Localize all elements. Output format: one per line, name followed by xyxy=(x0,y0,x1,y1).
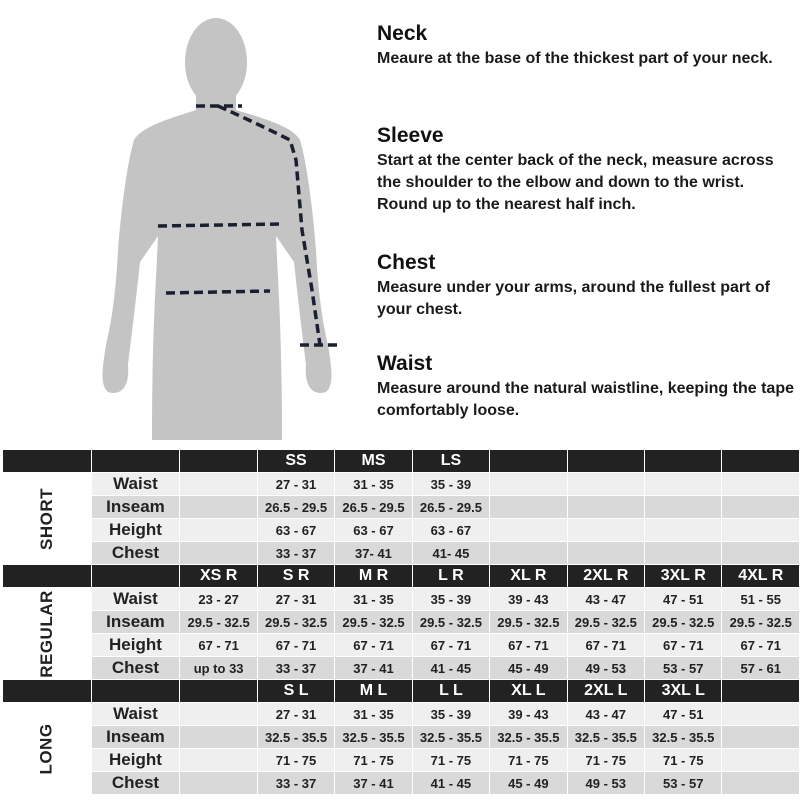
size-value-cell: 29.5 - 32.5 xyxy=(722,611,800,634)
size-value-cell xyxy=(180,542,257,565)
table-row xyxy=(3,772,800,795)
table-row xyxy=(3,588,800,611)
group-label-short xyxy=(3,473,92,565)
chest-guide xyxy=(377,251,797,321)
size-value-cell: 63 - 67 xyxy=(335,519,412,542)
size-value-cell: 71 - 75 xyxy=(257,749,334,772)
size-value-cell: 67 - 71 xyxy=(412,634,489,657)
size-value-cell: 41 - 45 xyxy=(412,772,489,795)
size-value-cell: 71 - 75 xyxy=(490,749,567,772)
size-value-cell: 33 - 37 xyxy=(257,542,334,565)
header-blank xyxy=(3,450,92,473)
size-value-cell: 29.5 - 32.5 xyxy=(335,611,412,634)
measure-label: Inseam xyxy=(91,611,180,634)
size-value-cell: 67 - 71 xyxy=(645,634,722,657)
size-value-cell xyxy=(567,519,644,542)
neck-text: Meaure at the base of the thickest part of your neck. xyxy=(377,50,773,67)
header-row-regular xyxy=(3,565,800,588)
size-value-cell: 29.5 - 32.5 xyxy=(567,611,644,634)
size-value-cell xyxy=(722,772,800,795)
size-value-cell: 67 - 71 xyxy=(567,634,644,657)
size-value-cell xyxy=(722,473,800,496)
size-value-cell: 41- 45 xyxy=(412,542,489,565)
size-value-cell xyxy=(645,496,722,519)
measure-label: Waist xyxy=(91,703,180,726)
group-label-long xyxy=(3,703,92,795)
size-header: 2XL L xyxy=(567,680,644,703)
size-value-cell: 67 - 71 xyxy=(722,634,800,657)
size-value-cell xyxy=(180,726,257,749)
size-value-cell: 37 - 41 xyxy=(335,772,412,795)
table-row xyxy=(3,703,800,726)
size-value-cell: 71 - 75 xyxy=(645,749,722,772)
size-value-cell: 31 - 35 xyxy=(335,588,412,611)
size-value-cell: 26.5 - 29.5 xyxy=(412,496,489,519)
table-row xyxy=(3,542,800,565)
waist-guide xyxy=(377,352,797,422)
size-value-cell: 47 - 51 xyxy=(645,588,722,611)
silhouette xyxy=(103,18,332,440)
size-value-cell: 35 - 39 xyxy=(412,703,489,726)
size-value-cell: 33 - 37 xyxy=(257,657,334,680)
size-value-cell xyxy=(490,519,567,542)
sleeve-text: Start at the center back of the neck, measure across the shoulder to the elbow and down to the wrist. Round up to the nearest half inch. xyxy=(377,152,774,213)
size-value-cell: 27 - 31 xyxy=(257,703,334,726)
size-value-cell xyxy=(645,542,722,565)
measure-label: Inseam xyxy=(91,726,180,749)
size-header: XL R xyxy=(490,565,567,588)
size-value-cell xyxy=(722,726,800,749)
size-value-cell: 29.5 - 32.5 xyxy=(257,611,334,634)
size-value-cell: 32.5 - 35.5 xyxy=(335,726,412,749)
size-value-cell: 29.5 - 32.5 xyxy=(490,611,567,634)
size-header: SS xyxy=(257,450,334,473)
chest-measure-line xyxy=(158,224,282,226)
size-header: XS R xyxy=(180,565,257,588)
sleeve-title: Sleeve xyxy=(377,124,444,147)
size-header: MS xyxy=(335,450,412,473)
size-value-cell xyxy=(567,542,644,565)
size-value-cell xyxy=(722,749,800,772)
size-header xyxy=(180,450,257,473)
size-value-cell: 53 - 57 xyxy=(645,772,722,795)
size-value-cell: 32.5 - 35.5 xyxy=(490,726,567,749)
size-value-cell: 32.5 - 35.5 xyxy=(257,726,334,749)
size-value-cell: 29.5 - 32.5 xyxy=(645,611,722,634)
size-value-cell xyxy=(722,496,800,519)
size-header: 2XL R xyxy=(567,565,644,588)
size-value-cell xyxy=(722,703,800,726)
size-value-cell: 49 - 53 xyxy=(567,772,644,795)
size-value-cell: 27 - 31 xyxy=(257,588,334,611)
size-value-cell: 45 - 49 xyxy=(490,772,567,795)
size-header: 3XL L xyxy=(645,680,722,703)
size-value-cell xyxy=(180,473,257,496)
size-value-cell: 32.5 - 35.5 xyxy=(645,726,722,749)
group-name: LONG xyxy=(36,722,56,775)
size-value-cell: 67 - 71 xyxy=(490,634,567,657)
size-value-cell: 37- 41 xyxy=(335,542,412,565)
size-value-cell: 32.5 - 35.5 xyxy=(567,726,644,749)
size-chart-table xyxy=(2,449,800,795)
size-header: S L xyxy=(257,680,334,703)
size-value-cell: 71 - 75 xyxy=(412,749,489,772)
size-header: 4XL R xyxy=(722,565,800,588)
size-value-cell: 67 - 71 xyxy=(180,634,257,657)
size-value-cell: 43 - 47 xyxy=(567,588,644,611)
header-row-long xyxy=(3,680,800,703)
size-value-cell: 67 - 71 xyxy=(335,634,412,657)
table-row xyxy=(3,749,800,772)
size-value-cell xyxy=(722,519,800,542)
size-value-cell: 39 - 43 xyxy=(490,703,567,726)
size-value-cell xyxy=(567,473,644,496)
chest-title: Chest xyxy=(377,251,436,274)
size-header: XL L xyxy=(490,680,567,703)
size-value-cell: 27 - 31 xyxy=(257,473,334,496)
table-row xyxy=(3,519,800,542)
size-header: LS xyxy=(412,450,489,473)
size-value-cell: 41 - 45 xyxy=(412,657,489,680)
sleeve-guide xyxy=(377,124,797,216)
size-value-cell: 71 - 75 xyxy=(335,749,412,772)
group-name: REGULAR xyxy=(36,589,56,678)
size-header: M L xyxy=(335,680,412,703)
size-value-cell: 53 - 57 xyxy=(645,657,722,680)
size-header xyxy=(722,680,800,703)
size-value-cell: 29.5 - 32.5 xyxy=(412,611,489,634)
measure-label: Height xyxy=(91,634,180,657)
size-value-cell: 49 - 53 xyxy=(567,657,644,680)
measure-label: Chest xyxy=(91,772,180,795)
size-value-cell: 29.5 - 32.5 xyxy=(180,611,257,634)
size-header xyxy=(180,680,257,703)
header-blank xyxy=(91,565,180,588)
measure-label: Waist xyxy=(91,588,180,611)
size-value-cell xyxy=(490,473,567,496)
waist-text: Measure around the natural waistline, keeping the tape comfortably loose. xyxy=(377,380,794,419)
size-value-cell: 57 - 61 xyxy=(722,657,800,680)
size-value-cell: 31 - 35 xyxy=(335,473,412,496)
header-row-short xyxy=(3,450,800,473)
group-label-regular xyxy=(3,588,92,680)
table-row xyxy=(3,611,800,634)
waist-title: Waist xyxy=(377,352,433,375)
size-value-cell xyxy=(180,519,257,542)
size-value-cell: 35 - 39 xyxy=(412,473,489,496)
size-header: 3XL R xyxy=(645,565,722,588)
size-value-cell: 47 - 51 xyxy=(645,703,722,726)
table-row xyxy=(3,726,800,749)
size-value-cell xyxy=(490,496,567,519)
measure-label: Chest xyxy=(91,542,180,565)
table-row xyxy=(3,496,800,519)
group-name: SHORT xyxy=(36,487,56,550)
size-value-cell xyxy=(722,542,800,565)
size-value-cell xyxy=(180,772,257,795)
measure-label: Chest xyxy=(91,657,180,680)
size-value-cell: 35 - 39 xyxy=(412,588,489,611)
size-value-cell xyxy=(645,473,722,496)
chest-text: Measure under your arms, around the fullest part of your chest. xyxy=(377,279,770,318)
size-header xyxy=(722,450,800,473)
header-blank xyxy=(3,565,92,588)
size-value-cell: 51 - 55 xyxy=(722,588,800,611)
size-header xyxy=(490,450,567,473)
size-header: M R xyxy=(335,565,412,588)
size-value-cell: 32.5 - 35.5 xyxy=(412,726,489,749)
size-value-cell: 26.5 - 29.5 xyxy=(335,496,412,519)
header-blank xyxy=(91,450,180,473)
neck-guide xyxy=(377,22,797,70)
table-row xyxy=(3,657,800,680)
size-header xyxy=(567,450,644,473)
size-value-cell: 26.5 - 29.5 xyxy=(257,496,334,519)
header-blank xyxy=(3,680,92,703)
measure-label: Height xyxy=(91,519,180,542)
size-value-cell xyxy=(180,749,257,772)
size-value-cell: 33 - 37 xyxy=(257,772,334,795)
measure-label: Inseam xyxy=(91,496,180,519)
size-value-cell: 63 - 67 xyxy=(412,519,489,542)
size-value-cell: 71 - 75 xyxy=(567,749,644,772)
size-header: S R xyxy=(257,565,334,588)
size-value-cell xyxy=(490,542,567,565)
table-row xyxy=(3,473,800,496)
size-value-cell: 67 - 71 xyxy=(257,634,334,657)
measure-label: Height xyxy=(91,749,180,772)
size-value-cell: 31 - 35 xyxy=(335,703,412,726)
size-value-cell xyxy=(567,496,644,519)
size-value-cell: 45 - 49 xyxy=(490,657,567,680)
neck-title: Neck xyxy=(377,22,428,45)
size-value-cell: 39 - 43 xyxy=(490,588,567,611)
size-value-cell xyxy=(180,496,257,519)
size-value-cell: 23 - 27 xyxy=(180,588,257,611)
size-value-cell xyxy=(180,703,257,726)
size-value-cell: up to 33 xyxy=(180,657,257,680)
size-header: L R xyxy=(412,565,489,588)
size-header xyxy=(645,450,722,473)
table-row xyxy=(3,634,800,657)
header-blank xyxy=(91,680,180,703)
size-header: L L xyxy=(412,680,489,703)
size-value-cell: 37 - 41 xyxy=(335,657,412,680)
size-value-cell: 63 - 67 xyxy=(257,519,334,542)
size-value-cell xyxy=(645,519,722,542)
size-value-cell: 43 - 47 xyxy=(567,703,644,726)
measure-label: Waist xyxy=(91,473,180,496)
body-silhouette-figure xyxy=(0,0,360,440)
